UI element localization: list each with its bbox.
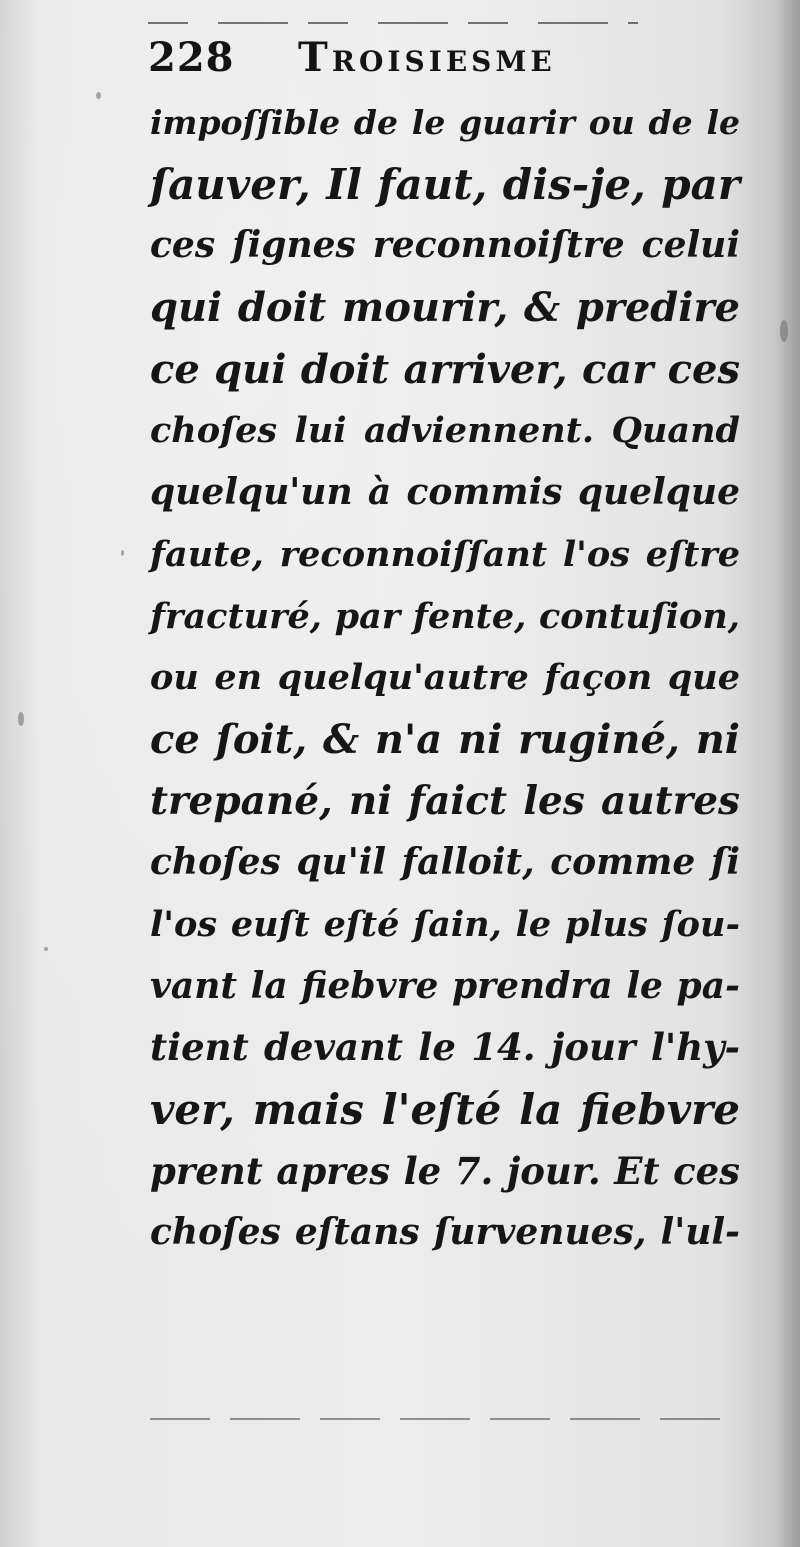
text-line: trepané, ni faict les autres xyxy=(150,777,740,824)
text-line: ce ſoit, & n'a ni ruginé, ni xyxy=(150,715,740,763)
text-line: qui doit mourir, & predire xyxy=(150,284,740,332)
page-edge-shadow xyxy=(774,0,800,1547)
text-line: impoſſible de le guarir ou de le xyxy=(150,103,740,142)
text-line: quelqu'un à commis quelque xyxy=(150,471,740,514)
page-header xyxy=(148,22,648,84)
text-line: choſes lui adviennent. Quand xyxy=(150,410,740,452)
footer-rule xyxy=(150,1418,725,1420)
text-line: faute, reconnoiſſant l'os eſtre xyxy=(150,533,740,575)
running-title: Troisiesme xyxy=(298,34,556,81)
text-line: ou en quelqu'autre façon que xyxy=(150,657,740,699)
text-line: prent apres le 7. jour. Et ces xyxy=(150,1148,740,1193)
ink-speck xyxy=(780,320,788,342)
header-rule xyxy=(148,22,638,24)
text-line: ſauver, Il faut, dis-je, par xyxy=(150,159,740,209)
text-line: ces ſignes reconnoiſtre celui xyxy=(150,224,740,267)
ink-speck xyxy=(121,550,124,556)
text-line: ver, mais l'eſté la fiebvre xyxy=(150,1085,740,1134)
ink-speck xyxy=(96,92,101,99)
ink-speck xyxy=(44,947,48,951)
text-line: tient devant le 14. jour l'hy- xyxy=(150,1025,740,1070)
text-line: vant la fiebvre prendra le pa- xyxy=(150,964,740,1007)
text-line: choſes eſtans ſurvenues, l'ul- xyxy=(150,1211,740,1254)
text-line: l'os euſt eſté ſain, le plus ſou- xyxy=(150,903,740,945)
page-number: 228 xyxy=(148,34,235,81)
text-line: ce qui doit arriver, car ces xyxy=(150,345,740,393)
text-line: choſes qu'il falloit, comme ſi xyxy=(150,841,740,884)
text-line: fracturé, par fente, contuſion, xyxy=(150,595,740,637)
body-text xyxy=(150,92,740,1264)
ink-speck xyxy=(18,712,24,726)
